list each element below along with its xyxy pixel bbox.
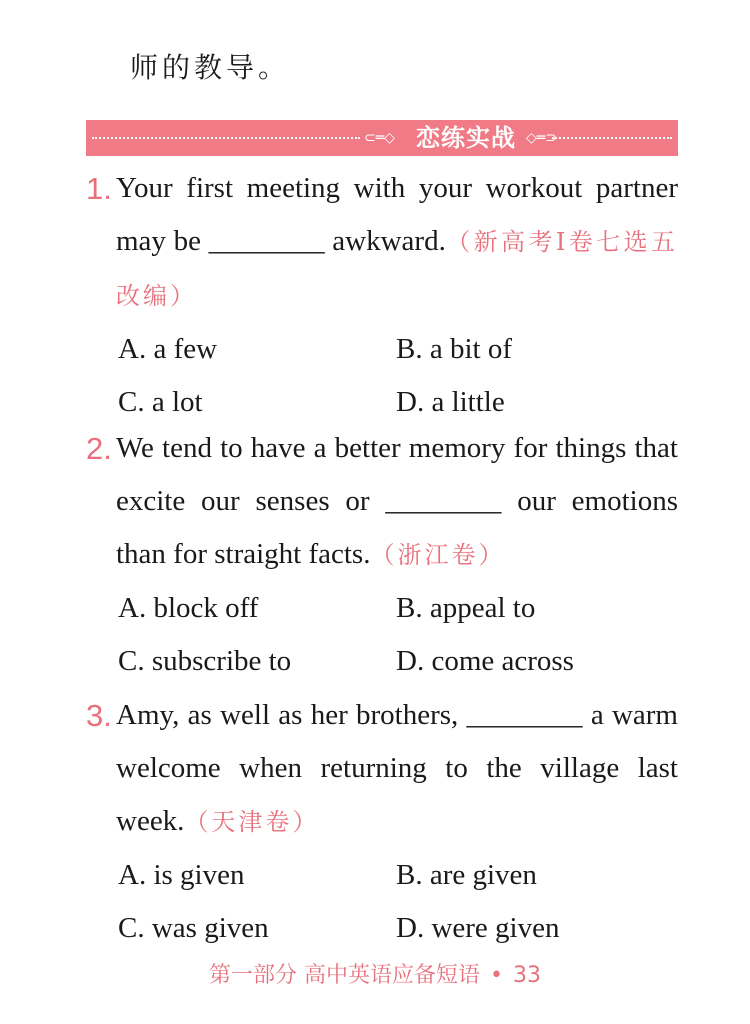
question-number: 3. — [86, 698, 112, 733]
question-3 — [86, 689, 678, 955]
question-stem — [116, 422, 678, 582]
options — [118, 582, 678, 688]
option-a: A. is given — [118, 859, 245, 891]
option-c: C. was given — [118, 912, 269, 944]
option-c: C. subscribe to — [118, 645, 292, 677]
question-text: Your first meeting with your workout partner may be ________ awkward. — [116, 172, 678, 257]
question-number: 2. — [86, 431, 112, 466]
banner-dotted-line-right — [552, 137, 672, 139]
banner-ornament-right-icon: ◇═⊃ — [526, 130, 557, 146]
option-b: B. a bit of — [396, 333, 512, 365]
footer-separator: • — [490, 963, 503, 988]
question-source: （新高考Ⅰ卷七选五改编） — [116, 228, 678, 310]
question-source: （天津卷） — [184, 808, 320, 836]
question-stem — [116, 162, 678, 323]
option-d: D. a little — [396, 386, 505, 418]
options — [118, 849, 678, 955]
option-c: C. a lot — [118, 386, 203, 418]
banner-dotted-line-left — [92, 137, 360, 139]
section-title: 恋练实战 — [416, 124, 516, 152]
question-number: 1. — [86, 171, 112, 206]
question-1 — [86, 162, 678, 429]
question-text: We tend to have a better memory for things that excite our senses or ________ our emotions than for straight facts. — [116, 432, 678, 570]
question-text: Amy, as well as her brothers, ________ a warm welcome when returning to the village last week. — [116, 699, 678, 837]
option-d: D. were given — [396, 912, 560, 944]
page-number: 33 — [512, 963, 541, 988]
question-2 — [86, 422, 678, 688]
section-banner — [86, 120, 678, 156]
lead-text: 师的教导。 — [130, 51, 291, 84]
option-b: B. appeal to — [396, 592, 536, 624]
footer-section-label: 第一部分 高中英语应备短语 — [209, 963, 480, 988]
banner-ornament-left-icon: ⊂═◇ — [364, 130, 395, 146]
question-stem — [116, 689, 678, 849]
page-footer — [0, 958, 750, 994]
question-source: （浙江卷） — [370, 541, 506, 569]
option-a: A. a few — [118, 333, 218, 365]
option-b: B. are given — [396, 859, 537, 891]
option-d: D. come across — [396, 645, 574, 677]
option-a: A. block off — [118, 592, 259, 624]
options — [118, 323, 678, 429]
